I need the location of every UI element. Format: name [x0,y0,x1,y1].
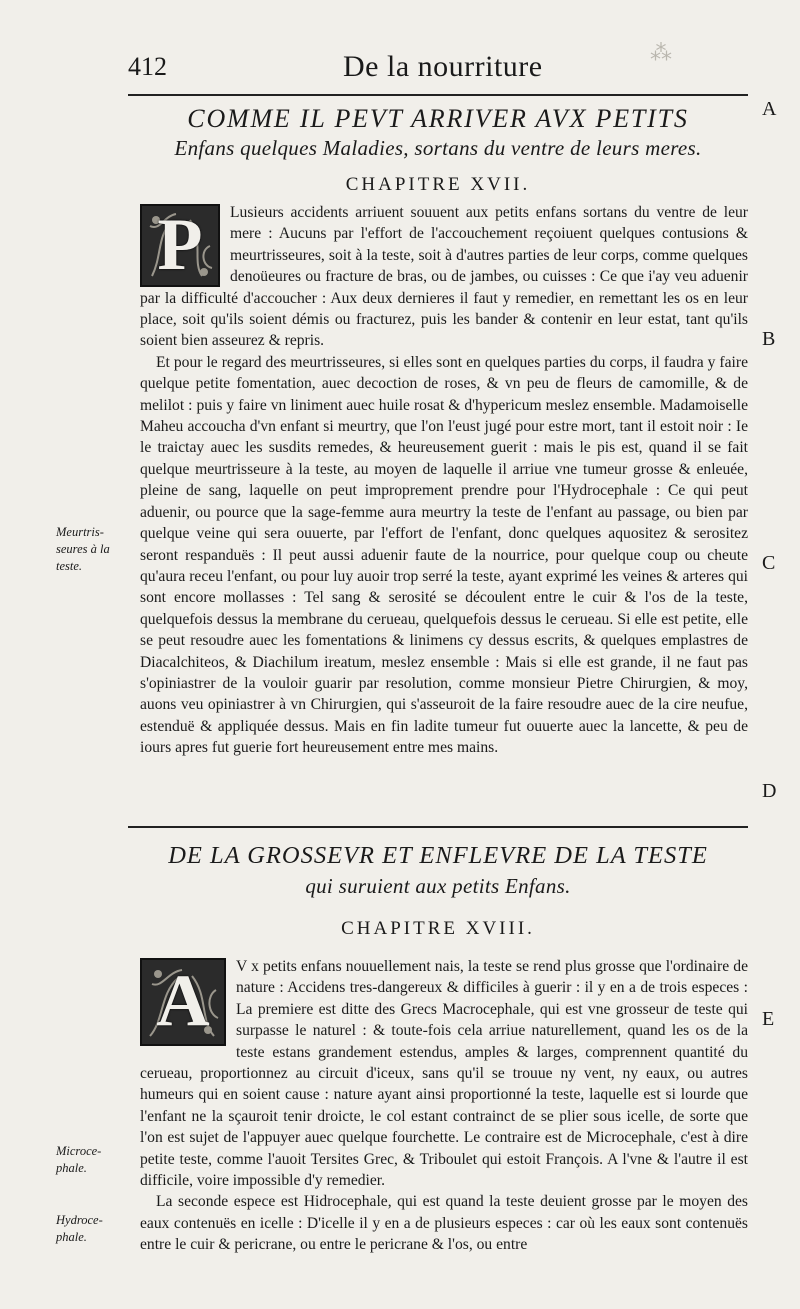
running-title: De la nourriture [343,50,543,83]
header-rule [128,94,748,96]
margin-note-line: phale. [56,1230,87,1244]
section-rule [128,826,748,828]
margin-note-hydrocephale [56,1212,136,1246]
chapter-17-heading [128,104,748,161]
page-number: 412 [128,52,167,81]
chapter-17-paragraph-2: Et pour le regard des meurtrisseures, si elles sont en quelques parties du corps, il faudra y faire quelque petite fomentation, auec decoction de roses, & vn peu de fleurs de camomille, & de melilot : puis y faire vn liniment auec huile rosat & d'hypericum meslez ensemble. Madamoiselle Maheu accoucha d'vn enfant si meurtry, que l'on l'eust jugé pour estre mort, tant il estoit noir : Ie le traictay auec les susdits remedes, & heureusement guerit : mais le pis est, quand il se fait quelque meurtrisseure à la teste, au moyen de laquelle il arriue vne tumeur grosse & enleuée, pleine de sang, laquelle on peut improprement prendre pour l'Hydrocephale : Ce qui peut aduenir, ou pource que la sage-femme aura meurtry la teste de l'enfant au passage, ou bien par quelque veine qui sera ouuerte, par l'effort de l'enfant, donc quelques aquositez & serositez seront respanduës : Il peut aussi aduenir faute de la nourrice, pour quelque coup ou cheute qu'aura receu l'enfant, ou pour luy auoir trop serré la teste, ayant exprimé les veines & arteres qui sont encore mollasses : Tel sang & serosité se découlent entre le cuir & l'os de la teste, quelquefois dessus la membrane du cerueau, quelquefois dessus le cerueau. Si elle est petite, elle se peut resoudre auec les fomentations & linimens cy dessus escrits, & quelques emplastres de Diacalchiteos, & Diachilum ireatum, meslez ensemble : Mais si elle est grande, il ne faut pas s'opiniastrer de la vouloir guarir par resolution, comme monsieur Pietre Chirurgien, & moy, auons veu opiniastrer à vn Chirurgien, qui s'asseuroit de la faire resoudre auec de la cire neufue, estenduë & appliquée dessus. Mais en fin ladite tumeur fut ouuerte auec la lancette, & peu de iours apres fut guerie fort heureusement entre mes mains. [140,353,748,757]
chapter-18-body [140,956,748,1256]
chapter-18-heading [128,842,748,899]
bleed-through-mark: ⁂ [650,40,672,65]
section-letter-a: A [762,98,777,120]
margin-note-line: Hydroce- [56,1213,103,1227]
chapter-18-heading-line2: qui suruient aux petits Enfans. [305,874,571,898]
section-letter-c: C [762,552,776,574]
drop-cap-letter: A [156,960,210,1043]
margin-note-line: Meurtris- [56,525,104,539]
running-head [128,50,748,90]
chapter-18-paragraph-2: La seconde espece est Hidrocephale, qui est quand la teste deuient grosse par le moyen des eaux contenuës en icelle : D'icelle il y en a de plusieurs especes : car où les eaux sont contenuës entre le cuir & pericrane, ou entre le pericrane & l'os, ou entre [140,1193,748,1254]
margin-note-meurtrisseures [56,524,136,575]
section-letter-e: E [762,1008,775,1030]
chapter-17-paragraph-1 [140,202,748,352]
margin-note-microcephale [56,1143,136,1177]
chapter-18-number: CHAPITRE XVIII. [341,918,535,939]
chapter-18-heading-line1: DE LA GROSSEVR ET ENFLEVRE DE LA TESTE [168,842,708,869]
chapter-17-body [140,202,748,759]
chapter-17-heading-line2: Enfans quelques Maladies, sortans du ventre de leurs meres. [174,136,702,160]
margin-note-line: seures à la [56,542,110,556]
margin-note-line: Microce- [56,1144,102,1158]
chapter-17-number: CHAPITRE XVII. [345,174,531,195]
chapter-17-paragraph-1-text: Lusieurs accidents arriuent souuent aux petits enfans sortans du ventre de leur mere : Aucuns par l'effort de l'accouchement reçoiuent quelques contusions & meurtrisseures, soit à la teste, soit à d'autres parties de leur corps, comme quelques denoüeures ou fracture de bras, ou de jambes, ou cuisses : Ce que i'ay veu aduenir par la difficulté d'accoucher : Aux deux dernieres il faut y remedier, en remettant les os en leur place, soit qu'ils soient démis ou fracturez, puis les bander & contenir en leur estat, tant qu'ils soient bien asseurez & repris. [140,204,748,350]
section-letter-d: D [762,780,777,802]
decorated-initial-p [140,204,220,287]
chapter-18-paragraph-1-text: V x petits enfans nouuellement nais, la teste se rend plus grosse que l'ordinaire de nature : Accidens tres-dangereux & difficiles à guerir : il y en a de trois especes : La premiere est ditte des Grecs Macrocephale, qui est vne grosseur de teste qui surpasse le naturel : & toute-fois cela arriue naturellement, quand les os de la teste estans grandement estendus, amples & larges, comprennent quantité du cerueau, proportionnez au circuit d'iceux, sans qu'il se trouue ny vent, ny eaux, ou autres humeurs qui en soient cause : nature ayant ainsi proportionné la teste, laquelle est si lourde que l'enfant ne la sçauroit tenir droicte, le col estant contrainct de se plier sous icelle, de sorte que l'on est sujet de l'appuyer auec quelque fourchette. Le contraire est de Microcephale, c'est à dire petite teste, comme l'auoit Tersites Grec, & Triboulet qui estoit François. A l'vne & l'autre il est difficile, voire impossible d'y remedier. [140,958,748,1190]
section-letter-b: B [762,328,776,350]
chapter-17-heading-line1: COMME IL PEVT ARRIVER AVX PETITS [187,104,689,133]
chapter-18-paragraph-1 [140,956,748,1191]
drop-cap-letter: P [157,204,203,286]
decorated-initial-a [140,958,226,1046]
margin-note-line: phale. [56,1161,87,1175]
margin-note-line: teste. [56,559,83,573]
